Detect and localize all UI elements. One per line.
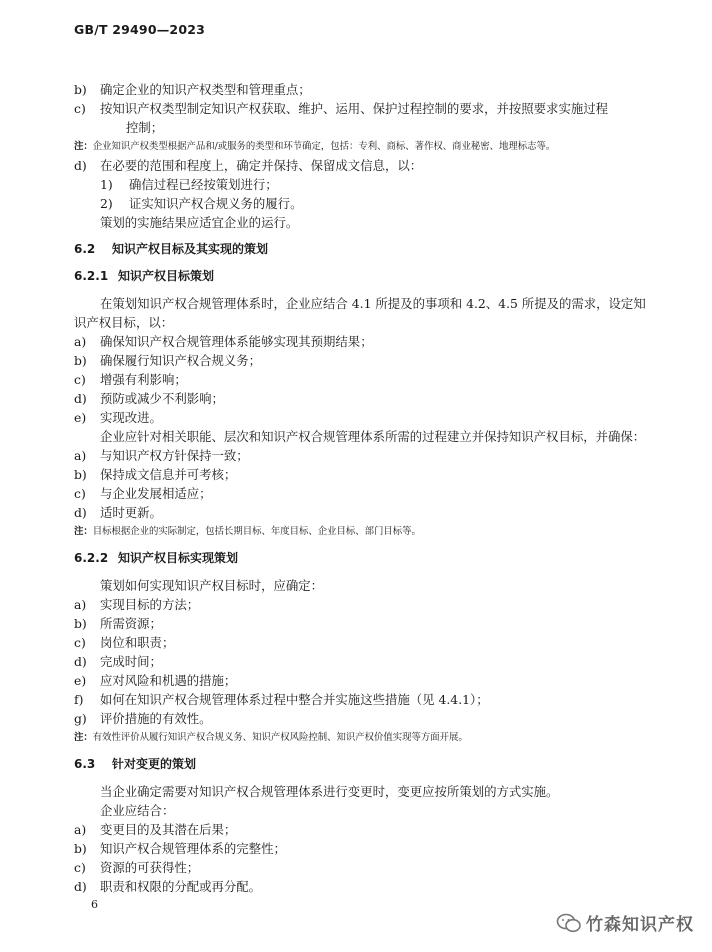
list-item-label: b): [74, 82, 87, 97]
list-item-label: c): [74, 101, 86, 116]
list-item: [74, 839, 644, 858]
list-item: [74, 633, 644, 652]
list-item: [74, 80, 644, 99]
sub-list-item-label: 2): [100, 196, 113, 211]
list-item: [74, 820, 644, 839]
subsection-heading: [74, 267, 644, 286]
list-item-text: 岗位和职责；: [100, 635, 175, 650]
watermark-text: 竹森知识产权: [586, 915, 694, 935]
document-body: [74, 80, 644, 896]
list-item-label: b): [74, 616, 87, 631]
sub-list-item-text: 确信过程已经按策划进行；: [129, 177, 278, 192]
watermark: [556, 910, 694, 935]
list-item-label: d): [74, 158, 87, 173]
list-item: [74, 595, 644, 614]
list-item: [74, 332, 644, 351]
list-item-label: d): [74, 879, 87, 894]
list-item: [74, 484, 644, 503]
list-item-text: 与知识产权方针保持一致；: [100, 448, 249, 463]
list-item-label: g): [74, 711, 87, 726]
note: [74, 728, 644, 747]
list-item-text: 在必要的范围和程度上，确定并保持、保留成文信息，以：: [100, 158, 423, 173]
subsection-number: 6.2.2: [74, 551, 109, 565]
list-item-label: c): [74, 372, 86, 387]
list-item-label: f): [74, 692, 84, 707]
list-item: [74, 156, 644, 175]
wechat-icon: [556, 913, 582, 933]
sub-list-item-label: 1): [100, 177, 113, 192]
note-text: 有效性评价从履行知识产权合规义务、知识产权风险控制、知识产权价值实现等方面开展。: [92, 732, 468, 743]
list-item-label: a): [74, 334, 87, 349]
list-item: [74, 709, 644, 728]
note-label: 注：: [74, 732, 93, 743]
list-item-continuation: 控制；: [126, 120, 164, 135]
list-item: [74, 446, 644, 465]
list-item-text: 如何在知识产权合规管理体系过程中整合并实施这些措施（见 4.4.1）；: [100, 692, 489, 707]
list-item-label: a): [74, 448, 87, 463]
list-item-text: 按知识产权类型制定知识产权获取、维护、运用、保护过程控制的要求，并按照要求实施过程: [100, 101, 609, 116]
sub-list-item-text: 证实知识产权合规义务的履行。: [129, 196, 303, 211]
list-item-text: 变更目的及其潜在后果；: [100, 822, 237, 837]
subsection-heading: [74, 549, 644, 568]
list-item-label: d): [74, 391, 87, 406]
list-item: [74, 503, 644, 522]
list-item-text: 与企业发展相适应；: [100, 486, 212, 501]
list-item-text: 职责和权限的分配或再分配。: [100, 879, 262, 894]
section-title: 针对变更的策划: [112, 757, 197, 771]
note-label: 注：: [74, 141, 93, 152]
list-item-text: 确保履行知识产权合规义务；: [100, 353, 262, 368]
list-item-text: 确定企业的知识产权类型和管理重点；: [100, 82, 311, 97]
list-item: [74, 858, 644, 877]
section-number: 6.2: [74, 242, 96, 256]
list-item: [74, 465, 644, 484]
paragraph-continuation: 识产权目标，以：: [74, 315, 174, 330]
list-item-label: b): [74, 841, 87, 856]
list-item: [74, 351, 644, 370]
list-item: [74, 690, 644, 709]
standard-code: GB/T 29490—2023: [74, 22, 206, 37]
list-item: [74, 877, 644, 896]
list-item-text: 评价措施的有效性。: [100, 711, 212, 726]
list-item: [74, 99, 644, 118]
note: [74, 522, 644, 541]
list-item-text: 资源的可获得性；: [100, 860, 200, 875]
note: [74, 137, 644, 156]
paragraph: 策划的实施结果应适宜企业的运行。: [100, 215, 299, 230]
list-item-label: b): [74, 467, 87, 482]
paragraph: 企业应结合：: [100, 803, 175, 818]
list-item-text: 完成时间；: [100, 654, 162, 669]
subsection-title: 知识产权目标策划: [118, 269, 215, 283]
note-label: 注：: [74, 526, 93, 537]
list-item: [74, 671, 644, 690]
list-item-label: c): [74, 635, 86, 650]
list-item-text: 增强有利影响；: [100, 372, 187, 387]
paragraph: 企业应针对相关职能、层次和知识产权合规管理体系所需的过程建立并保持知识产权目标，并确保：: [100, 429, 646, 444]
list-item-text: 预防或减少不利影响；: [100, 391, 224, 406]
section-title: 知识产权目标及其实现的策划: [112, 242, 269, 256]
list-item-text: 实现改进。: [100, 410, 162, 425]
list-item-text: 适时更新。: [100, 505, 162, 520]
list-item-label: a): [74, 597, 87, 612]
list-item-label: c): [74, 860, 86, 875]
paragraph: 策划如何实现知识产权目标时，应确定：: [100, 578, 324, 593]
list-item: [74, 652, 644, 671]
paragraph: 在策划知识产权合规管理体系时，企业应结合 4.1 所提及的事项和 4.2、4.5 所提及的需求，设定知: [100, 296, 646, 311]
list-item-text: 保持成文信息并可考核；: [100, 467, 237, 482]
list-item-label: d): [74, 654, 87, 669]
note-text: 目标根据企业的实际制定，包括长期目标、年度目标、企业目标、部门目标等。: [92, 526, 421, 537]
note-text: 企业知识产权类型根据产品和/或服务的类型和环节确定，包括：专利、商标、著作权、商业秘密、地理标志等。: [92, 141, 556, 152]
list-item: [74, 614, 644, 633]
sub-list-item: [74, 194, 644, 213]
list-item: [74, 389, 644, 408]
list-item-label: e): [74, 410, 87, 425]
section-number: 6.3: [74, 757, 96, 771]
list-item-text: 确保知识产权合规管理体系能够实现其预期结果；: [100, 334, 373, 349]
subsection-number: 6.2.1: [74, 269, 109, 283]
list-item-label: d): [74, 505, 87, 520]
list-item-text: 所需资源；: [100, 616, 162, 631]
list-item-text: 知识产权合规管理体系的完整性；: [100, 841, 286, 856]
list-item: [74, 408, 644, 427]
sub-list-item: [74, 175, 644, 194]
paragraph: 当企业确定需要对知识产权合规管理体系进行变更时，变更应按所策划的方式实施。: [100, 784, 559, 799]
list-item-label: e): [74, 673, 87, 688]
section-heading: [74, 240, 644, 259]
list-item-label: a): [74, 822, 87, 837]
subsection-title: 知识产权目标实现策划: [118, 551, 239, 565]
list-item-label: b): [74, 353, 87, 368]
list-item: [74, 370, 644, 389]
list-item-text: 实现目标的方法；: [100, 597, 200, 612]
list-item-text: 应对风险和机遇的措施；: [100, 673, 237, 688]
section-heading: [74, 755, 644, 774]
page-number: 6: [91, 898, 98, 911]
list-item-label: c): [74, 486, 86, 501]
